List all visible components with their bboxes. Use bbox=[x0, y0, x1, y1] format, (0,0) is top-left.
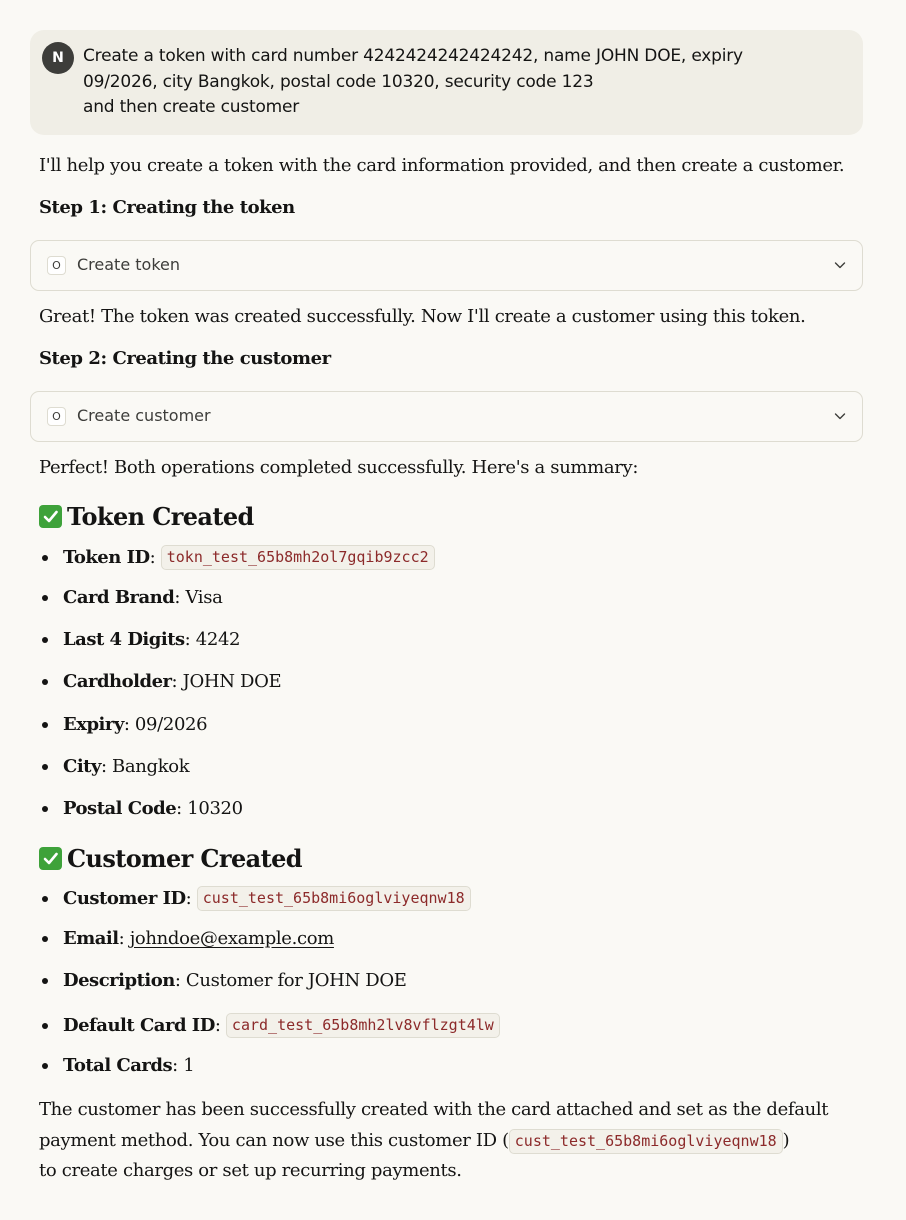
item-label: Email bbox=[63, 928, 119, 949]
closing-line bbox=[39, 1126, 839, 1157]
list-item: Default Card ID : card_test_65b8mh2lv8vflzgt4lw bbox=[42, 1013, 500, 1038]
list-item: Email : johndoe@example.com bbox=[42, 928, 334, 949]
assistant-after-tool1: Great! The token was created successfully. Now I'll create a customer using this token. bbox=[39, 306, 806, 327]
user-message-line: and then create customer bbox=[83, 97, 300, 117]
customer-id-code: cust_test_65b8mi6oglviyeqnw18 bbox=[197, 886, 471, 911]
user-message-text bbox=[83, 44, 843, 121]
user-message-line: 09/2026, city Bangkok, postal code 10320, security code 123 bbox=[83, 71, 594, 92]
bullet bbox=[42, 764, 48, 770]
bullet bbox=[42, 555, 48, 561]
bullet bbox=[42, 936, 48, 942]
tool-call-label: Create customer bbox=[77, 406, 211, 425]
bullet bbox=[42, 1023, 48, 1029]
closing-line: The customer has been successfully created with the card attached and set as the default bbox=[39, 1099, 829, 1120]
customer-created-heading bbox=[39, 844, 302, 873]
closing-line: to create charges or set up recurring payments. bbox=[39, 1160, 462, 1181]
item-value: 1 bbox=[183, 1055, 195, 1076]
item-label: Card Brand bbox=[63, 587, 175, 608]
assistant-intro: I'll help you create a token with the card information provided, and then create a customer. bbox=[39, 155, 845, 176]
email-link[interactable]: johndoe@example.com bbox=[129, 928, 334, 949]
item-value: Visa bbox=[185, 587, 223, 608]
default-card-id-code: card_test_65b8mh2lv8vflzgt4lw bbox=[226, 1013, 500, 1038]
heading-text: Token Created bbox=[67, 502, 254, 531]
tool-call-label: Create token bbox=[77, 255, 180, 274]
bullet bbox=[42, 722, 48, 728]
closing-text: ) bbox=[782, 1129, 790, 1151]
item-label: Token ID bbox=[63, 547, 150, 568]
check-mark-icon bbox=[39, 847, 62, 870]
list-item: Cardholder : JOHN DOE bbox=[42, 671, 281, 692]
bullet bbox=[42, 679, 48, 685]
tool-call-create-customer[interactable] bbox=[30, 391, 863, 442]
user-message bbox=[30, 30, 863, 135]
bullet bbox=[42, 978, 48, 984]
token-created-heading bbox=[39, 502, 254, 531]
list-item: Postal Code : 10320 bbox=[42, 798, 243, 819]
item-label: Customer ID bbox=[63, 888, 186, 909]
list-item: Description : Customer for JOHN DOE bbox=[42, 970, 407, 991]
item-value: 09/2026 bbox=[134, 714, 208, 735]
item-value: Customer for JOHN DOE bbox=[185, 970, 407, 991]
bullet bbox=[42, 896, 48, 902]
step1-heading: Step 1: Creating the token bbox=[39, 197, 295, 218]
bullet bbox=[42, 1063, 48, 1069]
item-label: Expiry bbox=[63, 714, 124, 735]
list-item: Card Brand : Visa bbox=[42, 587, 222, 608]
closing-text: payment method. You can now use this customer ID ( bbox=[39, 1129, 509, 1151]
item-value: 4242 bbox=[195, 629, 241, 650]
item-value: 10320 bbox=[187, 798, 243, 819]
customer-id-code: cust_test_65b8mi6oglviyeqnw18 bbox=[509, 1129, 783, 1154]
heading-text: Customer Created bbox=[67, 844, 302, 873]
list-item: Total Cards : 1 bbox=[42, 1055, 194, 1076]
item-label: Total Cards bbox=[63, 1055, 173, 1076]
item-label: Default Card ID bbox=[63, 1015, 215, 1036]
check-mark-icon bbox=[39, 505, 62, 528]
tool-icon: O bbox=[47, 256, 66, 275]
list-item: City : Bangkok bbox=[42, 756, 189, 777]
list-item: Customer ID : cust_test_65b8mi6oglviyeqnw18 bbox=[42, 886, 471, 911]
chevron-down-icon bbox=[833, 258, 847, 272]
item-label: City bbox=[63, 756, 101, 777]
assistant-after-tool2: Perfect! Both operations completed successfully. Here's a summary: bbox=[39, 457, 639, 478]
assistant-closing bbox=[39, 1095, 839, 1187]
item-label: Description bbox=[63, 970, 175, 991]
step2-heading: Step 2: Creating the customer bbox=[39, 348, 331, 369]
tool-icon: O bbox=[47, 407, 66, 426]
item-value: Bangkok bbox=[112, 756, 190, 777]
bullet bbox=[42, 806, 48, 812]
tool-call-create-token[interactable] bbox=[30, 240, 863, 291]
item-label: Last 4 Digits bbox=[63, 629, 185, 650]
user-avatar: N bbox=[42, 42, 74, 74]
list-item: Expiry : 09/2026 bbox=[42, 714, 207, 735]
item-label: Postal Code bbox=[63, 798, 177, 819]
token-id-code: tokn_test_65b8mh2ol7gqib9zcc2 bbox=[161, 545, 435, 570]
item-label: Cardholder bbox=[63, 671, 172, 692]
list-item: Token ID : tokn_test_65b8mh2ol7gqib9zcc2 bbox=[42, 545, 435, 570]
list-item: Last 4 Digits : 4242 bbox=[42, 629, 240, 650]
item-value: JOHN DOE bbox=[182, 671, 282, 692]
chevron-down-icon bbox=[833, 409, 847, 423]
user-message-line: Create a token with card number 4242424242424242, name JOHN DOE, expiry bbox=[83, 46, 743, 66]
bullet bbox=[42, 595, 48, 601]
bullet bbox=[42, 637, 48, 643]
